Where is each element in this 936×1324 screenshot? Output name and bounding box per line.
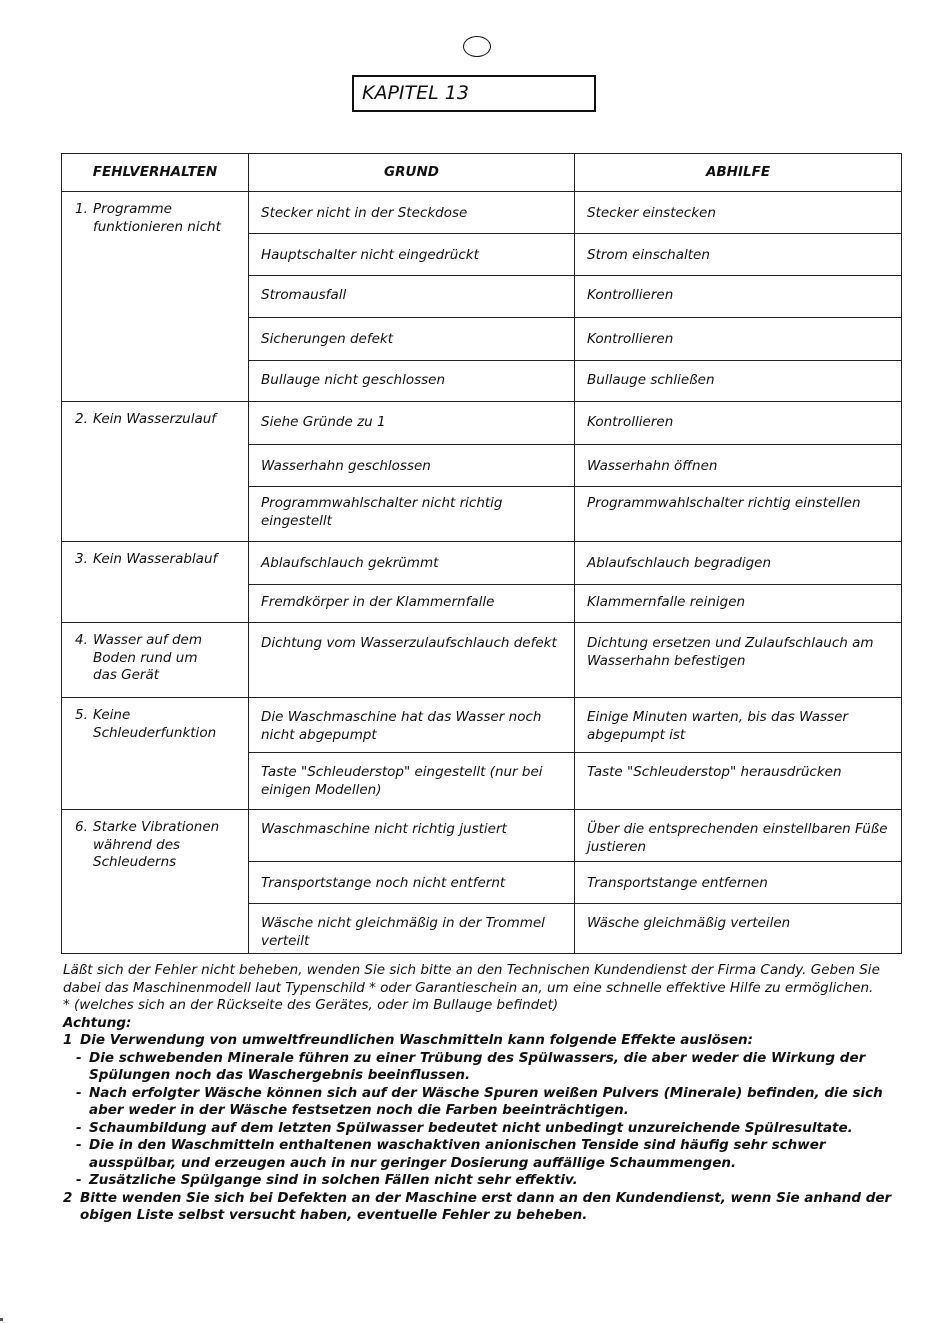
remedy-cell: Wasserhahn öffnen bbox=[575, 445, 902, 487]
problem-text: Kein Wasserzulauf bbox=[93, 411, 217, 427]
note-item-1 bbox=[63, 1032, 893, 1050]
troubleshooting-table bbox=[61, 153, 902, 954]
remedy-cell: Wäsche gleichmäßig verteilen bbox=[575, 904, 902, 954]
problem-cell bbox=[62, 810, 249, 954]
remedy-cell: Bullauge schließen bbox=[575, 361, 902, 402]
reason-cell: Stecker nicht in der Steckdose bbox=[249, 192, 575, 234]
chapter-title: KAPITEL 13 bbox=[352, 75, 596, 112]
bullet-item: - Schaumbildung auf dem letzten Spülwasser bedeutet nicht unbedingt unzureichende Spülresultate. bbox=[63, 1120, 893, 1138]
table-row bbox=[62, 623, 902, 698]
reason-cell: Transportstange noch nicht entfernt bbox=[249, 862, 575, 904]
language-marker-oval bbox=[463, 36, 491, 57]
table-row bbox=[62, 402, 902, 445]
problem-number: 5. bbox=[75, 707, 88, 723]
problem-number: 3. bbox=[75, 551, 88, 567]
remedy-cell: Taste "Schleuderstop" herausdrücken bbox=[575, 753, 902, 810]
table-body bbox=[62, 192, 902, 954]
reason-cell: Siehe Gründe zu 1 bbox=[249, 402, 575, 445]
reason-cell: Ablaufschlauch gekrümmt bbox=[249, 542, 575, 585]
remedy-cell: Programmwahlschalter richtig einstellen bbox=[575, 487, 902, 542]
bullet-item: - Die schwebenden Minerale führen zu einer Trübung des Spülwassers, die aber weder die Wirkung der Spülungen noch das Waschergebnis beeinflussen. bbox=[63, 1050, 893, 1085]
remedy-cell: Einige Minuten warten, bis das Wasser abgepumpt ist bbox=[575, 698, 902, 753]
reason-cell: Hauptschalter nicht eingedrückt bbox=[249, 234, 575, 276]
bullet-text: Die in den Waschmitteln enthaltenen waschaktiven anionischen Tenside sind häufig sehr schwer ausspülbar, und erzeugen auch in nur geringer Dosierung auffällige Schaummengen. bbox=[89, 1137, 826, 1171]
note-item-1-text: Die Verwendung von umweltfreundlichen Waschmitteln kann folgende Effekte auslösen: bbox=[80, 1032, 754, 1048]
bullet-text: Schaumbildung auf dem letzten Spülwasser bedeutet nicht unbedingt unzureichende Spülresultate. bbox=[89, 1119, 853, 1136]
reason-cell: Fremdkörper in der Klammernfalle bbox=[249, 585, 575, 623]
remedy-cell: Strom einschalten bbox=[575, 234, 902, 276]
problem-number: 6. bbox=[75, 819, 88, 835]
note-item-2-text: Bitte wenden Sie sich bei Defekten an der Maschine erst dann an den Kundendienst, wenn Sie anhand der obigen Liste selbst versucht haben, eventuelle Fehler zu beheben. bbox=[80, 1189, 892, 1223]
notes-footnote: * (welches sich an der Rückseite des Gerätes, oder im Bullauge befindet) bbox=[63, 997, 559, 1013]
bullet-item: - Zusätzliche Spülgange sind in solchen Fällen nicht sehr effektiv. bbox=[63, 1172, 893, 1190]
attention-label: Achtung: bbox=[63, 1014, 132, 1031]
note-item-2-number: 2 bbox=[63, 1189, 73, 1206]
reason-cell: Programmwahlschalter nicht richtig eingestellt bbox=[249, 487, 575, 542]
remedy-cell: Ablaufschlauch begradigen bbox=[575, 542, 902, 585]
notes-intro: Läßt sich der Fehler nicht beheben, wenden Sie sich bitte an den Technischen Kundendienst der Firma Candy. Geben Sie dabei das Maschinenmodell laut Typenschild * oder Garantieschein an, um eine schnelle effektive Hilfe zu ermöglichen. bbox=[63, 962, 880, 996]
problem-number: 4. bbox=[75, 632, 88, 648]
problem-cell bbox=[62, 623, 249, 698]
reason-cell: Sicherungen defekt bbox=[249, 318, 575, 361]
reason-cell: Stromausfall bbox=[249, 276, 575, 318]
problem-number: 1. bbox=[75, 201, 88, 217]
column-header-remedy: ABHILFE bbox=[575, 154, 902, 192]
problem-cell bbox=[62, 698, 249, 810]
table-row bbox=[62, 698, 902, 753]
table-row bbox=[62, 810, 902, 862]
problem-text: Starke Vibrationen während des Schleuderns bbox=[93, 819, 220, 870]
problem-cell bbox=[62, 542, 249, 623]
remedy-cell: Klammernfalle reinigen bbox=[575, 585, 902, 623]
bullet-text: Die schwebenden Minerale führen zu einer Trübung des Spülwassers, die aber weder die Wirkung der Spülungen noch das Waschergebnis beeinflussen. bbox=[89, 1049, 866, 1083]
bullet-text: Nach erfolgter Wäsche können sich auf der Wäsche Spuren weißen Pulvers (Minerale) befinden, die sich aber weder in der Wäsche festsetzen noch die Farben beeinträchtigen. bbox=[89, 1084, 883, 1118]
note-item-2 bbox=[63, 1190, 893, 1225]
table-row bbox=[62, 192, 902, 234]
bullet-text: Zusätzliche Spülgange sind in solchen Fällen nicht sehr effektiv. bbox=[89, 1172, 578, 1188]
reason-cell: Die Waschmaschine hat das Wasser noch nicht abgepumpt bbox=[249, 698, 575, 753]
reason-cell: Waschmaschine nicht richtig justiert bbox=[249, 810, 575, 862]
problem-number: 2. bbox=[75, 411, 88, 427]
problem-text: Wasser auf dem Boden rund um das Gerät bbox=[93, 632, 202, 683]
bullet-item: - Die in den Waschmitteln enthaltenen waschaktiven anionischen Tenside sind häufig sehr schwer ausspülbar, und erzeugen auch in nur geringer Dosierung auffällige Schaummengen. bbox=[63, 1137, 893, 1172]
notes-section bbox=[63, 962, 893, 1225]
page-corner-mark bbox=[0, 1318, 3, 1321]
table-header-row bbox=[62, 154, 902, 192]
remedy-cell: Stecker einstecken bbox=[575, 192, 902, 234]
problem-text: Programme funktionieren nicht bbox=[93, 201, 221, 235]
note-item-1-number: 1 bbox=[63, 1032, 73, 1048]
reason-cell: Wäsche nicht gleichmäßig in der Trommel verteilt bbox=[249, 904, 575, 954]
bullet-item: - Nach erfolgter Wäsche können sich auf der Wäsche Spuren weißen Pulvers (Minerale) befinden, die sich aber weder in der Wäsche festsetzen noch die Farben beeinträchtigen. bbox=[63, 1085, 893, 1120]
problem-cell bbox=[62, 402, 249, 542]
problem-text: Kein Wasserablauf bbox=[93, 551, 218, 567]
remedy-cell: Dichtung ersetzen und Zulaufschlauch am Wasserhahn befestigen bbox=[575, 623, 902, 698]
problem-cell bbox=[62, 192, 249, 402]
table-row bbox=[62, 542, 902, 585]
reason-cell: Dichtung vom Wasserzulaufschlauch defekt bbox=[249, 623, 575, 698]
reason-cell: Wasserhahn geschlossen bbox=[249, 445, 575, 487]
remedy-cell: Kontrollieren bbox=[575, 402, 902, 445]
remedy-cell: Kontrollieren bbox=[575, 276, 902, 318]
column-header-problem: FEHLVERHALTEN bbox=[62, 154, 249, 192]
problem-text: Keine Schleuderfunktion bbox=[93, 707, 217, 741]
remedy-cell: Transportstange entfernen bbox=[575, 862, 902, 904]
remedy-cell: Über die entsprechenden einstellbaren Füße justieren bbox=[575, 810, 902, 862]
column-header-reason: GRUND bbox=[249, 154, 575, 192]
remedy-cell: Kontrollieren bbox=[575, 318, 902, 361]
reason-cell: Taste "Schleuderstop" eingestellt (nur bei einigen Modellen) bbox=[249, 753, 575, 810]
reason-cell: Bullauge nicht geschlossen bbox=[249, 361, 575, 402]
